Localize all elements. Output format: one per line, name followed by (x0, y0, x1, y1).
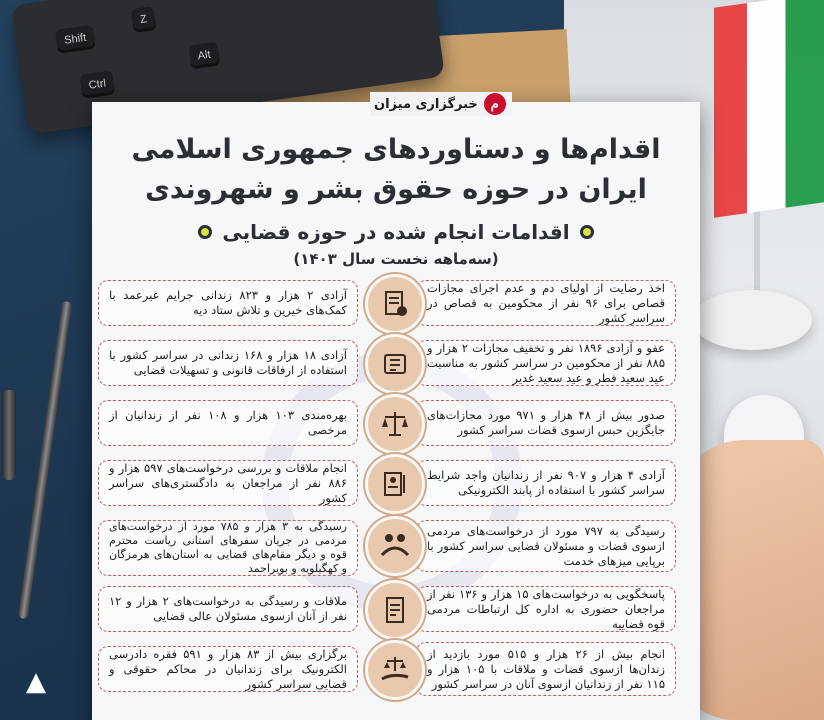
scales-icon (365, 394, 425, 454)
page-title: اقدام‌ها و دستاوردهای جمهوری اسلامی ایران در حوزه حقوق بشر و شهروندی (131, 134, 661, 205)
key-ctrl: Ctrl (79, 70, 115, 98)
bullet-dot-icon (580, 225, 594, 239)
bullet-dot-icon (198, 225, 212, 239)
list-item: انجام ملاقات و بررسی درخواست‌های ۵۹۷ هزار و ۸۸۶ نفر از مراجعان به دادگستری‌های سراسر کشور (98, 460, 358, 506)
document-stamp-icon (365, 274, 425, 334)
id-card-pen-icon (365, 454, 425, 514)
list-item: برگزاری بیش از ۸۳ هزار و ۵۹۱ فقره دادرسی الکترونیک برای زندانیان در محاکم حقوقی و قضایی سراسر کشور (98, 646, 358, 692)
agency-badge (370, 92, 512, 116)
pen-tip-image (2, 390, 16, 480)
list-item: آزادی ۱۸ هزار و ۱۶۸ زندانی در سراسر کشور با استفاده از ارفاقات قانونی و تسهیلات قضایی (98, 340, 358, 386)
hand-scales-icon (365, 640, 425, 700)
list-item: ملاقات و رسیدگی به درخواست‌های ۲ هزار و ۱۲ نفر از آنان ازسوی مسئولان عالی قضایی (98, 586, 358, 632)
list-item: انجام بیش از ۲۶ هزار و ۵۱۵ مورد بازدید از زندان‌ها ازسوی قضات و ملاقات با ۱۰۵ هزار و ۱۱۵ نفر از زندانیان ازسوی آنان در سراسر کشور (416, 642, 676, 696)
handshake-people-icon (365, 516, 425, 576)
play-icon[interactable]: ▲ (26, 667, 46, 697)
iran-flag-image (714, 0, 824, 218)
section-subtitle: اقدامات انجام شده در حوزه قضایی (222, 220, 570, 244)
list-item: عفو و آزادی ۱۸۹۶ نفر و تخفیف مجازات ۲ هزار و ۸۸۵ نفر از محکومین در سراسر کشور به مناسبت عید سعید فطر و عید سعید غدیر (416, 340, 676, 386)
list-item: رسیدگی به ۷۹۷ مورد از درخواست‌های مردمی ازسوی قضات و مسئولان قضایی سراسر کشور با برپایی میزهای خدمت (416, 520, 676, 572)
key-alt: Alt (188, 42, 220, 70)
gavel-scroll-icon (365, 334, 425, 394)
infographic-paper (92, 96, 700, 720)
list-item: اخذ رضایت از اولیای دم و عدم اجرای مجازات قصاص برای ۹۶ نفر از محکومین به قصاص در سراسر کشور (416, 280, 676, 326)
flag-stand (692, 290, 812, 350)
legal-document-icon (365, 580, 425, 640)
list-item: آزادی ۴ هزار و ۹۰۷ نفر از زندانیان واجد شرایط سراسر کشور با استفاده از پابند الکترونیکی (416, 460, 676, 506)
key-shift: Shift (55, 25, 96, 54)
key-z: Z (131, 6, 157, 33)
agency-name: خبرگزاری میزان (374, 96, 478, 112)
agency-logo-icon: م (484, 93, 506, 115)
subtitle-row (92, 220, 700, 244)
list-item: پاسخگویی به درخواست‌های ۱۵ هزار و ۱۳۶ نفر از مراجعان حضوری به اداره کل ارتباطات مردمی قوه قضاییه (416, 586, 676, 632)
list-item: رسیدگی به ۳ هزار و ۷۸۵ مورد از درخواست‌های مردمی در جریان سفرهای استانی ریاست محترم قوه و دیگر مقام‌های قضایی به استان‌های هرمزگان و کهگیلویه و بویراحمد (98, 520, 358, 576)
list-item: بهره‌مندی ۱۰۳ هزار و ۱۰۸ نفر از زندانیان از مرخصی (98, 400, 358, 446)
list-item: آزادی ۲ هزار و ۸۲۳ زندانی جرایم غیرعمد با کمک‌های خیرین و تلاش ستاد دیه (98, 280, 358, 326)
list-item: صدور بیش از ۴۸ هزار و ۹۷۱ مورد مجازات‌های جایگزین حبس ازسوی قضات سراسر کشور (416, 400, 676, 446)
period-label: (سه‌ماهه نخست سال ۱۴۰۳) (293, 250, 499, 268)
